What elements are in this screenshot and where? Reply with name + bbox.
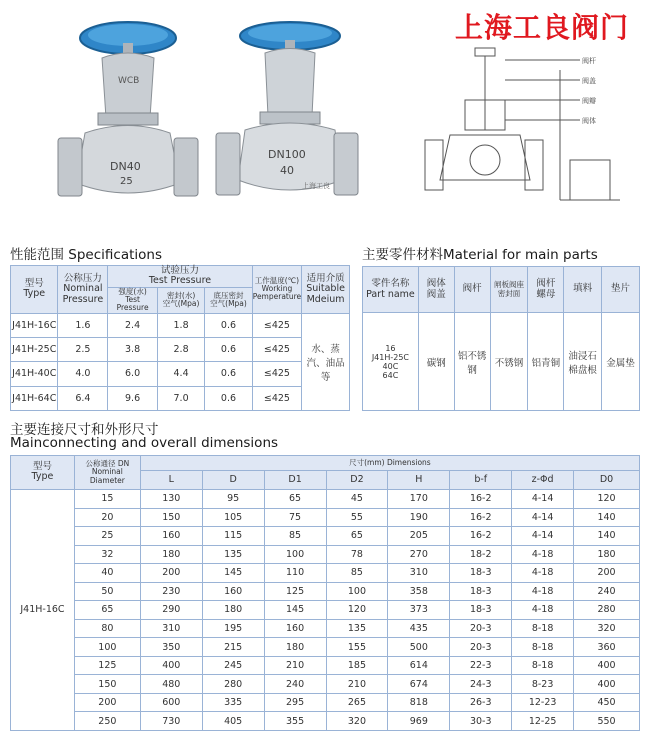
dim-row	[11, 638, 640, 657]
dim-cell: 140	[574, 508, 640, 527]
drawing-label-1: 阀杆	[582, 57, 596, 65]
dim-cell: 115	[202, 527, 264, 546]
dim-cell: 373	[388, 601, 450, 620]
valve2-size-marking: DN100	[268, 148, 306, 161]
dim-cell: 200	[74, 693, 140, 712]
dim-cell: 32	[74, 545, 140, 564]
dim-col-bf: b-f	[450, 471, 512, 490]
dim-header-dn: 公称通径 DN Nominal Diameter	[74, 456, 140, 490]
valve1-material-marking: WCB	[118, 76, 140, 86]
brand-logo-text: 上海工良阀门	[455, 11, 630, 44]
dim-cell: 730	[140, 712, 202, 731]
dim-cell: 100	[74, 638, 140, 657]
dim-cell: 215	[202, 638, 264, 657]
dim-cell: 614	[388, 656, 450, 675]
dim-col-d0: D0	[574, 471, 640, 490]
dim-row	[11, 564, 640, 583]
spec-row: J41H-25C 2.5 3.8 2.8 0.6 ≤425	[11, 337, 350, 361]
mat-row: 16 J41H-25C 40C 64C 碳钢 铝不锈钢 不锈钢 铝青铜 油浸石棉盘根 金属垫	[363, 313, 640, 411]
drawing-label-4: 阀体	[582, 117, 596, 125]
valve2-brand-marking: 上海工良	[302, 182, 330, 190]
dim-cell: 320	[326, 712, 388, 731]
dim-cell: 320	[574, 619, 640, 638]
dim-cell: 550	[574, 712, 640, 731]
dim-cell: 15	[74, 489, 140, 508]
dim-cell: 100	[264, 545, 326, 564]
dim-cell: 500	[388, 638, 450, 657]
dim-cell: 130	[140, 489, 202, 508]
mat-header-nut: 阀杆 螺母	[528, 267, 564, 313]
dim-cell: 55	[326, 508, 388, 527]
dim-cell: 290	[140, 601, 202, 620]
dim-cell: 78	[326, 545, 388, 564]
dim-cell: 4-18	[512, 564, 574, 583]
spec-row: J41H-16C 1.6 2.4 1.8 0.6 ≤425 水、蒸汽、油品等	[11, 313, 350, 337]
dim-cell: 310	[140, 619, 202, 638]
dim-col-l: L	[140, 471, 202, 490]
mat-header-body: 阀体 阀盖	[418, 267, 454, 313]
dim-cell: 160	[140, 527, 202, 546]
dim-cell: 295	[264, 693, 326, 712]
dim-cell: 200	[140, 564, 202, 583]
dim-cell: 240	[574, 582, 640, 601]
dim-cell: 8-18	[512, 656, 574, 675]
spec-header-temp: 工作温度(℃) Working Pemperature	[252, 266, 301, 314]
valve-photo-dn40	[40, 8, 210, 218]
drawing-label-2: 阀盖	[582, 77, 596, 85]
dim-cell: 8-23	[512, 675, 574, 694]
dim-cell: 18-3	[450, 582, 512, 601]
dim-cell: 160	[264, 619, 326, 638]
dim-cell: 12-23	[512, 693, 574, 712]
dim-cell: 350	[140, 638, 202, 657]
mat-header-disc: 闸板阀座 密封面	[490, 267, 528, 313]
dim-cell: 145	[202, 564, 264, 583]
dim-cell: 65	[264, 489, 326, 508]
dim-cell: 30-3	[450, 712, 512, 731]
dim-cell: 355	[264, 712, 326, 731]
dim-cell: 435	[388, 619, 450, 638]
dim-cell: 4-14	[512, 489, 574, 508]
dim-col-d: D	[202, 471, 264, 490]
dim-type-cell: J41H-16C	[11, 489, 75, 730]
dim-cell: 180	[574, 545, 640, 564]
dim-cell: 818	[388, 693, 450, 712]
dim-cell: 230	[140, 582, 202, 601]
dim-col-d1: D1	[264, 471, 326, 490]
dim-cell: 600	[140, 693, 202, 712]
spec-heading: 性能范围 Specifications	[10, 247, 163, 263]
dim-cell: 280	[202, 675, 264, 694]
dim-row	[11, 693, 640, 712]
dim-cell: 400	[574, 675, 640, 694]
dim-cell: 20-3	[450, 638, 512, 657]
dim-cell: 150	[74, 675, 140, 694]
dim-cell: 50	[74, 582, 140, 601]
valve-photo-dn100	[210, 8, 360, 218]
dim-cell: 400	[140, 656, 202, 675]
dim-cell: 360	[574, 638, 640, 657]
drawing-label-3: 阀瓣	[582, 97, 596, 105]
dim-cell: 674	[388, 675, 450, 694]
dim-cell: 210	[326, 675, 388, 694]
dim-cell: 185	[326, 656, 388, 675]
dim-cell: 4-18	[512, 582, 574, 601]
mat-header-stem: 阀杆	[454, 267, 490, 313]
dim-cell: 180	[202, 601, 264, 620]
dim-cell: 18-3	[450, 601, 512, 620]
dim-cell: 95	[202, 489, 264, 508]
dim-cell: 245	[202, 656, 264, 675]
spec-header-lowseal: 底压密封 空气(Mpa)	[205, 287, 252, 313]
spec-header-nominal: 公称压力 Nominal Pressure	[58, 266, 108, 314]
mat-models-cell: 16 J41H-25C 40C 64C	[363, 313, 419, 411]
dim-cell: 16-2	[450, 489, 512, 508]
dim-cell: 250	[74, 712, 140, 731]
dim-col-h: H	[388, 471, 450, 490]
dim-cell: 16-2	[450, 508, 512, 527]
dim-row	[11, 619, 640, 638]
dim-cell: 270	[388, 545, 450, 564]
dim-cell: 22-3	[450, 656, 512, 675]
dim-cell: 80	[74, 619, 140, 638]
dim-cell: 450	[574, 693, 640, 712]
dim-header-dimensions: 尺寸(mm) Dimensions	[140, 456, 639, 471]
dim-row	[11, 508, 640, 527]
dim-cell: 280	[574, 601, 640, 620]
dim-cell: 135	[326, 619, 388, 638]
spec-header-seal: 密封(水) 空气(Mpa)	[157, 287, 204, 313]
dim-cell: 335	[202, 693, 264, 712]
dim-cell: 180	[140, 545, 202, 564]
dim-cell: 85	[326, 564, 388, 583]
dim-cell: 110	[264, 564, 326, 583]
dim-cell: 135	[202, 545, 264, 564]
valve1-pressure-marking: 25	[120, 176, 133, 187]
dim-cell: 140	[574, 527, 640, 546]
dim-cell: 12-25	[512, 712, 574, 731]
dim-cell: 25	[74, 527, 140, 546]
dim-cell: 26-3	[450, 693, 512, 712]
dim-cell: 4-18	[512, 601, 574, 620]
dim-cell: 4-18	[512, 545, 574, 564]
dim-cell: 24-3	[450, 675, 512, 694]
dim-cell: 18-3	[450, 564, 512, 583]
dim-row	[11, 675, 640, 694]
valve1-size-marking: DN40	[110, 160, 141, 173]
dim-cell: 18-2	[450, 545, 512, 564]
dim-row	[11, 656, 640, 675]
dim-cell: 145	[264, 601, 326, 620]
dim-cell: 310	[388, 564, 450, 583]
dim-cell: 4-14	[512, 508, 574, 527]
dim-cell: 8-18	[512, 638, 574, 657]
spec-header-test: 试验压力 Test Pressure	[108, 266, 252, 288]
spec-row: J41H-40C 4.0 6.0 4.4 0.6 ≤425	[11, 362, 350, 386]
material-table	[362, 266, 640, 411]
dim-cell: 20-3	[450, 619, 512, 638]
dim-cell: 969	[388, 712, 450, 731]
dim-cell: 265	[326, 693, 388, 712]
dim-row	[11, 489, 640, 508]
dim-row	[11, 545, 640, 564]
dim-cell: 155	[326, 638, 388, 657]
dim-cell: 405	[202, 712, 264, 731]
spec-header-type: 型号 Type	[11, 266, 58, 314]
dim-cell: 85	[264, 527, 326, 546]
spec-header-medium: 适用介质 Suitable Mdeium	[302, 266, 350, 314]
dim-cell: 180	[264, 638, 326, 657]
dim-cell: 358	[388, 582, 450, 601]
dim-heading-en: Mainconnecting and overall dimensions	[10, 435, 279, 451]
dim-cell: 8-18	[512, 619, 574, 638]
dim-cell: 400	[574, 656, 640, 675]
dim-cell: 190	[388, 508, 450, 527]
dim-row	[11, 582, 640, 601]
spec-medium-cell: 水、蒸汽、油品等	[302, 313, 350, 410]
mat-header-gasket: 垫片	[602, 267, 640, 313]
dim-cell: 150	[140, 508, 202, 527]
dim-cell: 160	[202, 582, 264, 601]
dim-cell: 125	[264, 582, 326, 601]
dim-row	[11, 712, 640, 731]
dim-cell: 120	[574, 489, 640, 508]
spec-header-strength: 强度(水) Test Pressure	[108, 287, 158, 313]
dim-cell: 195	[202, 619, 264, 638]
dim-header-type: 型号 Type	[11, 456, 75, 490]
dim-cell: 16-2	[450, 527, 512, 546]
dim-cell: 240	[264, 675, 326, 694]
dim-cell: 105	[202, 508, 264, 527]
spec-row: J41H-64C 6.4 9.6 7.0 0.6 ≤425	[11, 386, 350, 410]
dim-cell: 4-14	[512, 527, 574, 546]
dim-cell: 210	[264, 656, 326, 675]
dimensions-table	[10, 455, 640, 731]
dim-cell: 170	[388, 489, 450, 508]
mat-header-partname: 零件名称 Part name	[363, 267, 419, 313]
dim-row	[11, 527, 640, 546]
mat-header-packing: 填料	[564, 267, 602, 313]
dim-cell: 125	[74, 656, 140, 675]
valve-section-drawing	[420, 40, 650, 230]
dim-cell: 45	[326, 489, 388, 508]
dim-row	[11, 601, 640, 620]
dim-cell: 20	[74, 508, 140, 527]
dim-col-zd: z-Φd	[512, 471, 574, 490]
dim-cell: 120	[326, 601, 388, 620]
dim-cell: 65	[74, 601, 140, 620]
dim-col-d2: D2	[326, 471, 388, 490]
dim-cell: 205	[388, 527, 450, 546]
material-heading: 主要零件材料Material for main parts	[362, 247, 598, 263]
spec-table	[10, 265, 350, 411]
dim-cell: 40	[74, 564, 140, 583]
dim-heading-cn: 主要连接尺寸和外形尺寸	[10, 422, 159, 438]
valve2-pressure-marking: 40	[280, 164, 294, 177]
dim-cell: 100	[326, 582, 388, 601]
dim-cell: 65	[326, 527, 388, 546]
dim-cell: 480	[140, 675, 202, 694]
dim-cell: 200	[574, 564, 640, 583]
dim-cell: 75	[264, 508, 326, 527]
